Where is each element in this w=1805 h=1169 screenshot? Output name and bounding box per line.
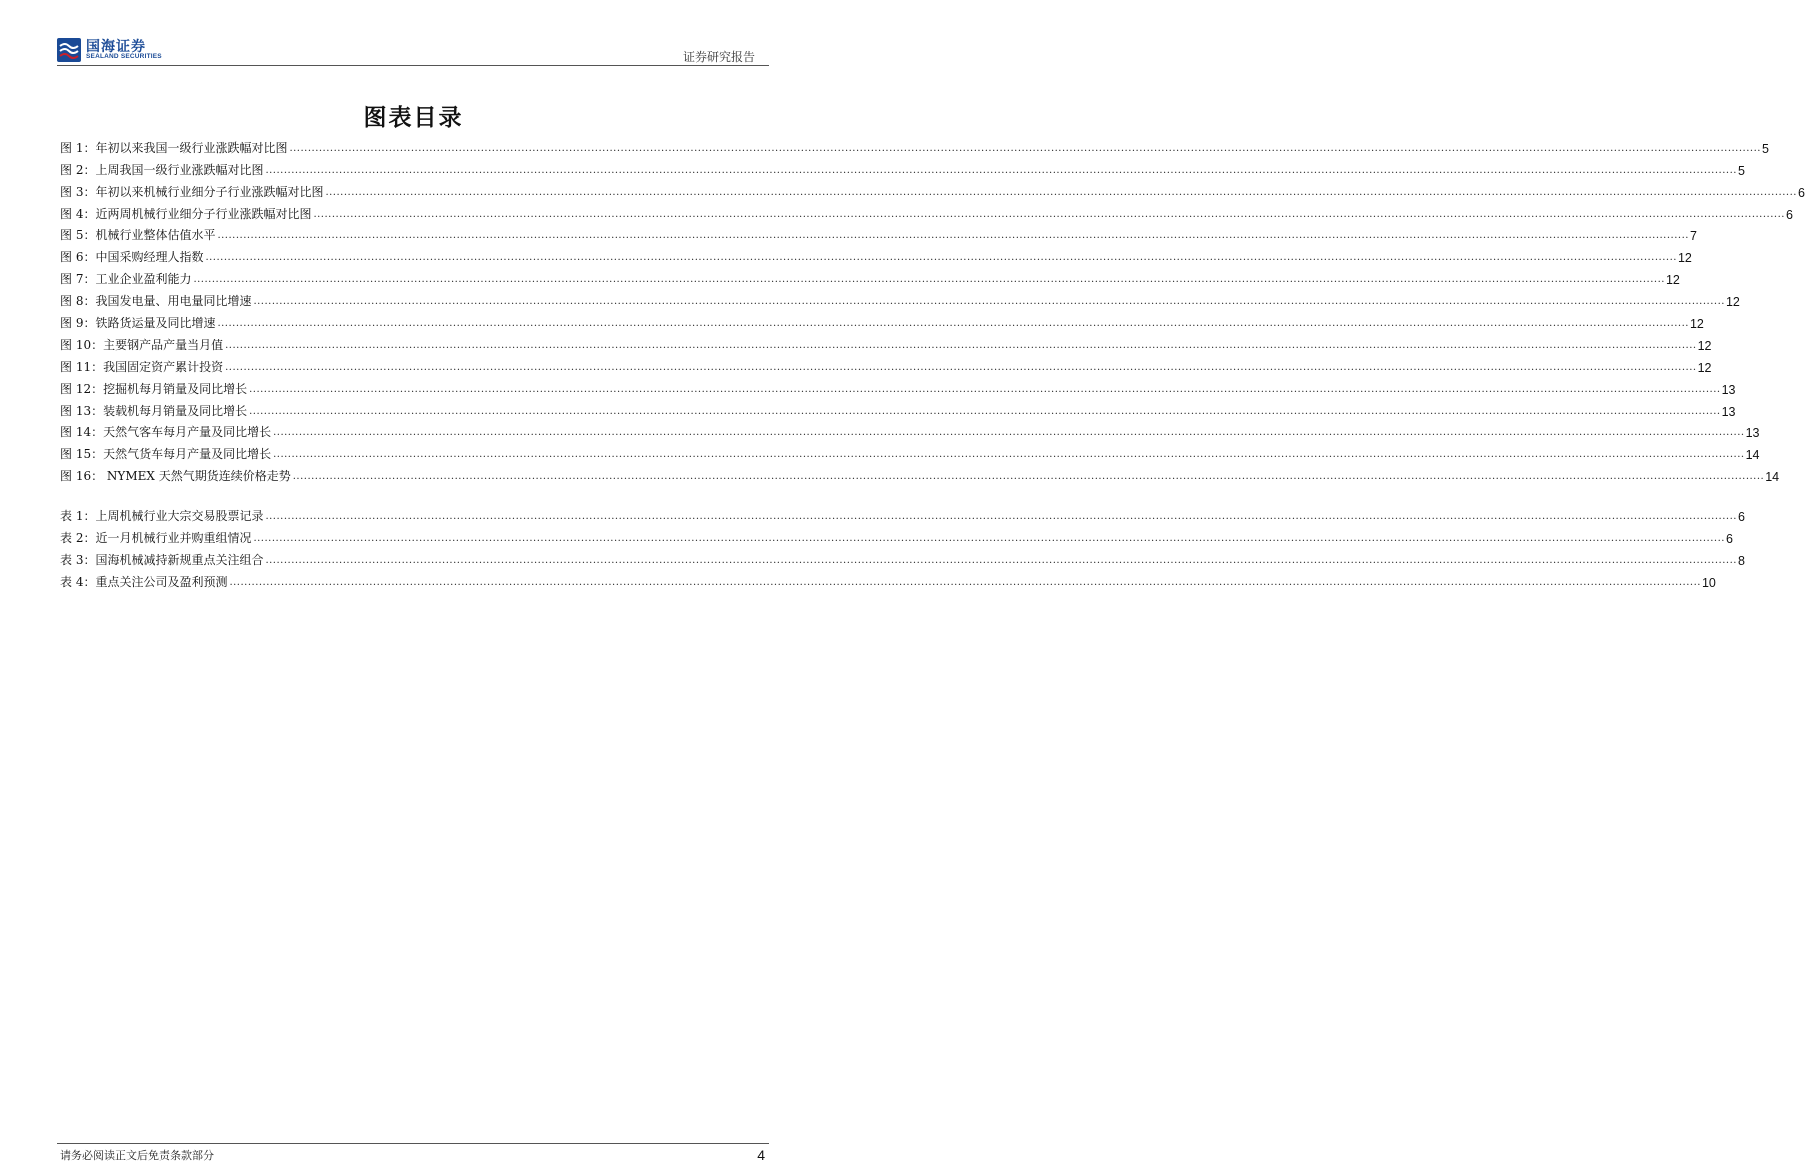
toc-entry[interactable] bbox=[60, 397, 1736, 419]
toc-entry-label: 图 12：挖掘机每月销量及同比增长 bbox=[60, 381, 248, 396]
toc-entry-label: 图 2：上周我国一级行业涨跌幅对比图 bbox=[60, 162, 264, 177]
toc-leader-dots: ................................................................................................................................................................................................................................................................................................................................................................................................................ bbox=[205, 252, 1677, 264]
table-list bbox=[60, 502, 1745, 590]
toc-entry-label: 图 9：铁路货运量及同比增速 bbox=[60, 316, 216, 331]
toc-leader-dots: ................................................................................................................................................................................................................................................................................................................................................................................................................ bbox=[193, 274, 1665, 286]
toc-entry-page: 6 bbox=[1797, 185, 1805, 200]
toc-entry-page: 12 bbox=[1677, 251, 1692, 266]
toc-entry[interactable] bbox=[60, 309, 1704, 332]
toc-entry[interactable] bbox=[60, 243, 1692, 266]
toc-leader-dots: ................................................................................................................................................................................................................................................................................................................................................................................................................ bbox=[265, 164, 1737, 176]
toc-entry-page: 13 bbox=[1721, 404, 1736, 419]
toc-leader-dots: ................................................................................................................................................................................................................................................................................................................................................................................................................ bbox=[225, 361, 1697, 373]
toc-entry[interactable] bbox=[60, 222, 1697, 244]
toc-entry[interactable] bbox=[60, 200, 1793, 222]
toc-leader-dots: ................................................................................................................................................................................................................................................................................................................................................................................................................ bbox=[249, 405, 1721, 417]
toc-entry[interactable] bbox=[60, 287, 1740, 310]
toc-entry-page: 13 bbox=[1721, 382, 1736, 397]
toc-entry-label: 图 14：天然气客车每月产量及同比增长 bbox=[60, 425, 272, 440]
toc-entry[interactable] bbox=[60, 568, 1716, 590]
toc-entry-page: 12 bbox=[1725, 295, 1740, 310]
toc-leader-dots: ................................................................................................................................................................................................................................................................................................................................................................................................................ bbox=[253, 296, 1725, 308]
toc-entry-page: 14 bbox=[1765, 470, 1780, 485]
toc-entry-label: 表 2：近一月机械行业并购重组情况 bbox=[60, 530, 252, 545]
page-title: 图表目录 bbox=[363, 105, 464, 131]
toc-leader-dots: ................................................................................................................................................................................................................................................................................................................................................................................................................ bbox=[225, 339, 1697, 351]
toc-leader-dots: ................................................................................................................................................................................................................................................................................................................................................................................................................ bbox=[217, 318, 1689, 330]
toc-entry-label: 图 11：我国固定资产累计投资 bbox=[60, 359, 224, 374]
footer-divider bbox=[57, 1143, 769, 1144]
toc-entry-label: 图 8：我国发电量、用电量同比增速 bbox=[60, 294, 252, 309]
toc-entry-label: 图 16： NYMEX 天然气期货连续价格走势 bbox=[60, 469, 291, 484]
toc-entry-page: 5 bbox=[1761, 141, 1769, 156]
toc-leader-dots: ................................................................................................................................................................................................................................................................................................................................................................................................................ bbox=[229, 576, 1701, 588]
sealand-logo-icon bbox=[57, 38, 81, 62]
toc-entry[interactable] bbox=[60, 375, 1736, 397]
toc-entry-page: 12 bbox=[1665, 273, 1680, 288]
page-number: 4 bbox=[757, 1147, 765, 1163]
toc-entry[interactable] bbox=[60, 353, 1712, 375]
logo-chinese-text: 国海证券 bbox=[86, 39, 146, 55]
toc-leader-dots: ................................................................................................................................................................................................................................................................................................................................................................................................................ bbox=[273, 449, 1745, 461]
toc-entry-page: 5 bbox=[1737, 163, 1745, 178]
figure-list bbox=[60, 134, 1805, 485]
toc-entry-page: 6 bbox=[1737, 509, 1745, 524]
toc-leader-dots: ................................................................................................................................................................................................................................................................................................................................................................................................................ bbox=[253, 532, 1725, 544]
header-divider bbox=[57, 65, 769, 66]
toc-entry[interactable] bbox=[60, 462, 1780, 485]
toc-leader-dots: ................................................................................................................................................................................................................................................................................................................................................................................................................ bbox=[273, 427, 1745, 439]
toc-entry-label: 表 4：重点关注公司及盈利预测 bbox=[60, 574, 228, 589]
report-type: 证券研究报告 bbox=[682, 50, 755, 64]
toc-entry[interactable] bbox=[60, 178, 1805, 200]
toc-leader-dots: ................................................................................................................................................................................................................................................................................................................................................................................................................ bbox=[313, 208, 1785, 220]
toc-entry[interactable] bbox=[60, 419, 1760, 441]
toc-entry[interactable] bbox=[60, 440, 1760, 463]
toc-entry[interactable] bbox=[60, 502, 1745, 524]
toc-leader-dots: ................................................................................................................................................................................................................................................................................................................................................................................................................ bbox=[265, 510, 1737, 522]
toc-entry-label: 图 4：近两周机械行业细分子行业涨跌幅对比图 bbox=[60, 206, 312, 221]
toc-entry-label: 图 1：年初以来我国一级行业涨跌幅对比图 bbox=[60, 140, 288, 155]
toc-entry-label: 图 13：装载机每月销量及同比增长 bbox=[60, 403, 248, 418]
company-logo bbox=[57, 36, 197, 64]
toc-entry-label: 图 3：年初以来机械行业细分子行业涨跌幅对比图 bbox=[60, 184, 324, 199]
toc-entry[interactable] bbox=[60, 331, 1712, 353]
toc-entry[interactable] bbox=[60, 156, 1745, 178]
toc-leader-dots: ................................................................................................................................................................................................................................................................................................................................................................................................................ bbox=[249, 383, 1721, 395]
toc-entry-label: 图 5：机械行业整体估值水平 bbox=[60, 228, 216, 243]
toc-entry[interactable] bbox=[60, 546, 1745, 568]
toc-leader-dots: ................................................................................................................................................................................................................................................................................................................................................................................................................ bbox=[217, 230, 1689, 242]
toc-entry-page: 10 bbox=[1701, 575, 1716, 590]
toc-entry-page: 12 bbox=[1689, 317, 1704, 332]
toc-entry[interactable] bbox=[60, 265, 1680, 288]
toc-entry-page: 8 bbox=[1737, 553, 1745, 568]
toc-entry-page: 12 bbox=[1697, 360, 1712, 375]
toc-entry-page: 6 bbox=[1725, 531, 1733, 546]
toc-entry-label: 图 6：中国采购经理人指数 bbox=[60, 250, 204, 265]
page-header bbox=[57, 36, 769, 66]
toc-entry[interactable] bbox=[60, 134, 1769, 156]
toc-entry-page: 13 bbox=[1745, 426, 1760, 441]
toc-leader-dots: ................................................................................................................................................................................................................................................................................................................................................................................................................ bbox=[289, 142, 1761, 154]
logo-english-text: SEALAND SECURITIES bbox=[86, 53, 162, 60]
toc-entry-page: 14 bbox=[1745, 448, 1760, 463]
toc-leader-dots: ................................................................................................................................................................................................................................................................................................................................................................................................................ bbox=[265, 554, 1737, 566]
toc-leader-dots: ................................................................................................................................................................................................................................................................................................................................................................................................................ bbox=[292, 471, 1765, 483]
toc-entry-page: 6 bbox=[1785, 207, 1793, 222]
toc-entry-label: 图 15：天然气货车每月产量及同比增长 bbox=[60, 447, 272, 462]
toc-leader-dots: ................................................................................................................................................................................................................................................................................................................................................................................................................ bbox=[325, 186, 1797, 198]
toc-entry-label: 图 7：工业企业盈利能力 bbox=[60, 272, 192, 287]
toc-entry-label: 表 1：上周机械行业大宗交易股票记录 bbox=[60, 508, 264, 523]
footer-disclaimer: 请务必阅读正文后免责条款部分 bbox=[60, 1149, 214, 1162]
toc-entry-page: 7 bbox=[1689, 229, 1697, 244]
toc-entry-page: 12 bbox=[1697, 338, 1712, 353]
toc-entry-label: 表 3：国海机械减持新规重点关注组合 bbox=[60, 552, 264, 567]
toc-entry[interactable] bbox=[60, 524, 1733, 546]
toc-entry-label: 图 10：主要钢产品产量当月值 bbox=[60, 337, 224, 352]
